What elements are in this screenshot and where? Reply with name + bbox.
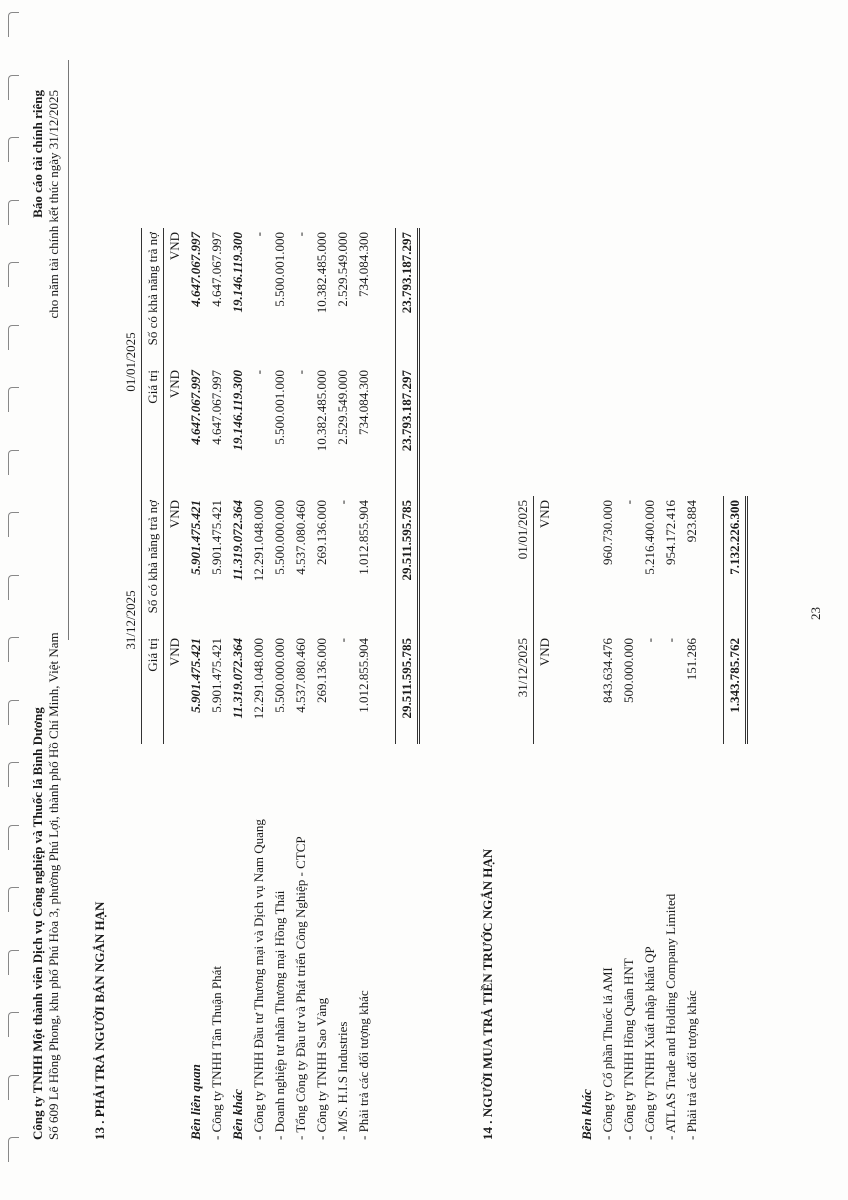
section-14-title: 14 . NGƯỜI MUA TRẢ TIỀN TRƯỚC NGẮN HẠN (480, 848, 495, 1140)
row-payable-2: 19.146.119.300 (229, 232, 245, 313)
report-title: Báo cáo tài chính riêng (30, 90, 45, 218)
row-value-1: - (641, 638, 657, 643)
section-14-number: 14 (480, 1127, 495, 1140)
row-value-2: - (620, 500, 636, 505)
section-13-title: 13 . PHẢI TRẢ NGƯỜI BÁN NGẮN HẠN (92, 901, 107, 1140)
row-value-2: 4.647.067.997 (187, 370, 203, 445)
total-value-1: 29.511.595.785 (396, 634, 419, 744)
row-value-2: 960.730.000 (599, 500, 615, 565)
row-value-1: 843.634.476 (599, 638, 615, 703)
row-payable-1: 12.291.048.000 (250, 500, 266, 582)
row-payable-1: 11.319.072.364 (229, 500, 245, 581)
table-row (597, 496, 618, 1140)
advances-table (512, 496, 748, 1140)
row-value-2: 2.529.549.000 (334, 370, 350, 445)
currency-1: VND (166, 638, 182, 667)
row-payable-2: 4.647.067.997 (187, 232, 203, 307)
table-row (185, 228, 206, 1140)
currency-4: VND (166, 232, 182, 261)
row-label: Bên khác (578, 1089, 594, 1140)
row-value-1: 4.537.080.460 (292, 638, 308, 713)
row-payable-1: 269.136.000 (313, 500, 329, 565)
row-payable-1: 4.537.080.460 (292, 500, 308, 575)
table-row (332, 228, 353, 1140)
row-label: - Công ty TNHH Sao Vàng (313, 997, 329, 1140)
row-label: - Công ty TNHH Tân Thuận Phát (208, 965, 224, 1140)
section-13-heading: PHẢI TRẢ NGƯỜI BÁN NGẮN HẠN (92, 901, 107, 1118)
total-payable-2: 23.793.187.297 (396, 228, 419, 366)
row-value-1: 151.286 (683, 638, 699, 681)
row-payable-2: 2.529.549.000 (334, 232, 350, 307)
total-value-2: 23.793.187.297 (396, 366, 419, 496)
row-payable-1: 1.012.855.904 (355, 500, 371, 575)
row-value-2 (576, 496, 597, 634)
row-value-1: 12.291.048.000 (250, 638, 266, 720)
row-payable-2: 734.084.300 (355, 232, 371, 297)
company-name: Công ty TNHH Một thành viên Dịch vụ Công nghiệp và Thuốc lá Bình Dương (30, 707, 45, 1140)
col-payable-2: Số có khả năng trả nợ (142, 228, 164, 366)
table-row (290, 228, 311, 1140)
section-13-number: 13 (92, 1127, 107, 1140)
table-row (639, 496, 660, 1140)
col-value-1: Giá trị (142, 634, 164, 744)
row-label: - Phải trả các đối tượng khác (683, 990, 699, 1140)
row-payable-2: - (250, 232, 266, 237)
header-rule (68, 60, 69, 640)
table-row (206, 228, 227, 1140)
s14-period-2-header: 01/01/2025 (512, 496, 534, 634)
section-14-heading: NGƯỜI MUA TRẢ TIỀN TRƯỚC NGẮN HẠN (480, 848, 495, 1118)
row-value-2: 923.884 (683, 500, 699, 543)
row-payable-1: - (334, 500, 350, 505)
currency-3: VND (166, 370, 182, 399)
row-value-1: 269.136.000 (313, 638, 329, 703)
table-row (618, 496, 639, 1140)
row-value-1: - (334, 638, 350, 643)
s14-currency-2: VND (536, 500, 552, 529)
row-label: - Công ty TNHH Đầu tư Thương mại và Dịch vụ Nam Quang (250, 819, 266, 1140)
row-value-1: 1.012.855.904 (355, 638, 371, 713)
s14-total-1: 1.343.785.762 (724, 634, 747, 744)
period-2-header: 01/01/2025 (120, 228, 142, 496)
table-row (269, 228, 290, 1140)
row-label: Bên liên quan (187, 1064, 203, 1140)
page-number: 23 (808, 607, 823, 620)
col-payable-1: Số có khả năng trả nợ (142, 496, 164, 634)
row-payable-2: - (292, 232, 308, 237)
row-label: Bên khác (229, 1089, 245, 1140)
row-label: - Công ty TNHH Xuất nhập khẩu QP (641, 946, 657, 1140)
row-label: - Công ty TNHH Hồng Quân HNT (620, 958, 636, 1140)
row-payable-2: 5.500.001.000 (271, 232, 287, 307)
table-row (681, 496, 702, 1140)
report-period: cho năm tài chính kết thúc ngày 31/12/2025 (46, 90, 61, 319)
row-value-1: 11.319.072.364 (229, 638, 245, 719)
row-value-1: 5.901.475.421 (187, 638, 203, 713)
s14-currency-1: VND (536, 638, 552, 667)
row-value-1: 500.000.000 (620, 638, 636, 703)
row-label: - Công ty Cổ phần Thuốc lá AMI (599, 967, 615, 1140)
row-value-2: 5.500.001.000 (271, 370, 287, 445)
s14-total-2: 7.132.226.300 (724, 496, 747, 634)
row-payable-2: 4.647.067.997 (208, 232, 224, 307)
row-value-2: - (250, 370, 266, 375)
table-row (248, 228, 269, 1140)
row-payable-1: 5.901.475.421 (187, 500, 203, 575)
row-payable-2: 10.382.485.000 (313, 232, 329, 314)
table-row (660, 496, 681, 1140)
col-value-2: Giá trị (142, 366, 164, 496)
table-row (576, 496, 597, 1140)
row-value-1: - (662, 638, 678, 643)
company-address: Số 609 Lê Hồng Phong, khu phố Phú Hòa 3, phường Phú Lợi, thành phố Hồ Chí Minh, Việt Nam (46, 632, 61, 1140)
row-value-2: - (292, 370, 308, 375)
row-value-1: 5.500.000.000 (271, 638, 287, 713)
row-payable-1: 5.500.000.000 (271, 500, 287, 575)
total-payable-1: 29.511.595.785 (396, 496, 419, 634)
s14-period-1-header: 31/12/2025 (512, 634, 534, 744)
row-payable-1: 5.901.475.421 (208, 500, 224, 575)
row-label: - Doanh nghiệp tư nhân Thương mại Hồng Thái (271, 890, 287, 1140)
period-1-header: 31/12/2025 (120, 496, 142, 744)
row-value-2: 19.146.119.300 (229, 370, 245, 451)
payables-table (120, 228, 420, 1140)
row-label: - M/S. H.I.S Industries (334, 1021, 350, 1140)
row-value-2: 734.084.300 (355, 370, 371, 435)
row-value-2: 5.216.400.000 (641, 500, 657, 575)
row-value-2: 4.647.067.997 (208, 370, 224, 445)
currency-2: VND (166, 500, 182, 529)
row-value-2: 954.172.416 (662, 500, 678, 565)
row-label: - Phải trả các đối tượng khác (355, 990, 371, 1140)
row-label: - ATLAS Trade and Holding Company Limited (662, 893, 678, 1140)
row-label: - Tổng Công ty Đầu tư và Phát triển Công Nghiệp - CTCP (292, 836, 308, 1140)
row-value-1 (576, 634, 597, 744)
table-row (227, 228, 248, 1140)
table-row (353, 228, 374, 1140)
table-row (311, 228, 332, 1140)
row-value-1: 5.901.475.421 (208, 638, 224, 713)
row-value-2: 10.382.485.000 (313, 370, 329, 452)
